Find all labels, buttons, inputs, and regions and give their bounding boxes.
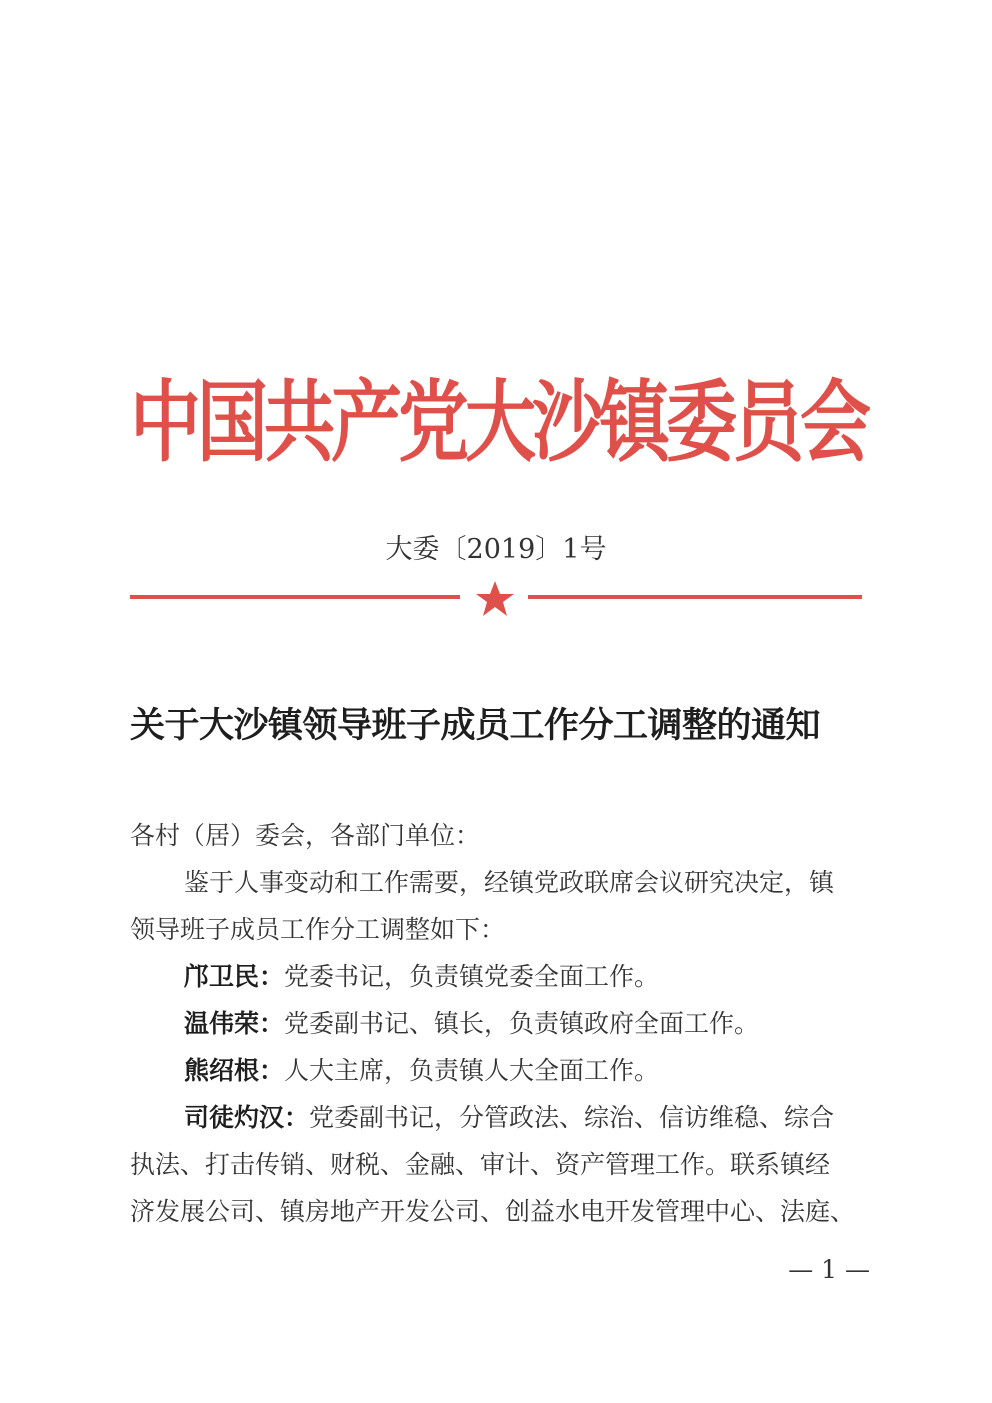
divider-line-left [130, 595, 460, 599]
assignment-item [130, 953, 870, 1000]
person-name: 温伟荣： [184, 1009, 285, 1038]
intro-line: 鉴于人事变动和工作需要，经镇党政联席会议研究决定，镇 [184, 868, 835, 897]
notice-body [130, 812, 870, 1235]
assignment-item [130, 1047, 870, 1094]
notice-title: 关于大沙镇领导班子成员工作分工调整的通知 [130, 705, 821, 746]
person-name: 司徒灼汉： [184, 1103, 310, 1132]
person-duty: 人大主席，负责镇人大全面工作。 [284, 1056, 660, 1085]
person-duty: 党委副书记、镇长，负责镇政府全面工作。 [284, 1009, 760, 1038]
person-duty: 党委副书记，分管政法、综治、信访维稳、综合 [309, 1103, 835, 1132]
salutation: 各村（居）委会，各部门单位： [130, 821, 481, 850]
intro-line: 领导班子成员工作分工调整如下： [130, 915, 506, 944]
assignment-item [130, 1000, 870, 1047]
person-name: 熊绍根： [184, 1056, 285, 1085]
organization-header: 中国共产党大沙镇委员会 [130, 370, 868, 475]
star-icon [474, 581, 516, 617]
document-number: 大委〔2019〕1号 [385, 534, 607, 565]
divider-line-right [528, 595, 862, 599]
assignment-item [130, 1094, 870, 1141]
red-divider [130, 583, 862, 613]
continuation-line: 执法、打击传销、财税、金融、审计、资产管理工作。联系镇经 [130, 1150, 831, 1179]
person-duty: 党委书记，负责镇党委全面工作。 [284, 962, 660, 991]
continuation-line: 济发展公司、镇房地产开发公司、创益水电开发管理中心、法庭、 [130, 1197, 856, 1226]
page-number: — 1 — [788, 1255, 870, 1284]
person-name: 邝卫民： [184, 962, 285, 991]
